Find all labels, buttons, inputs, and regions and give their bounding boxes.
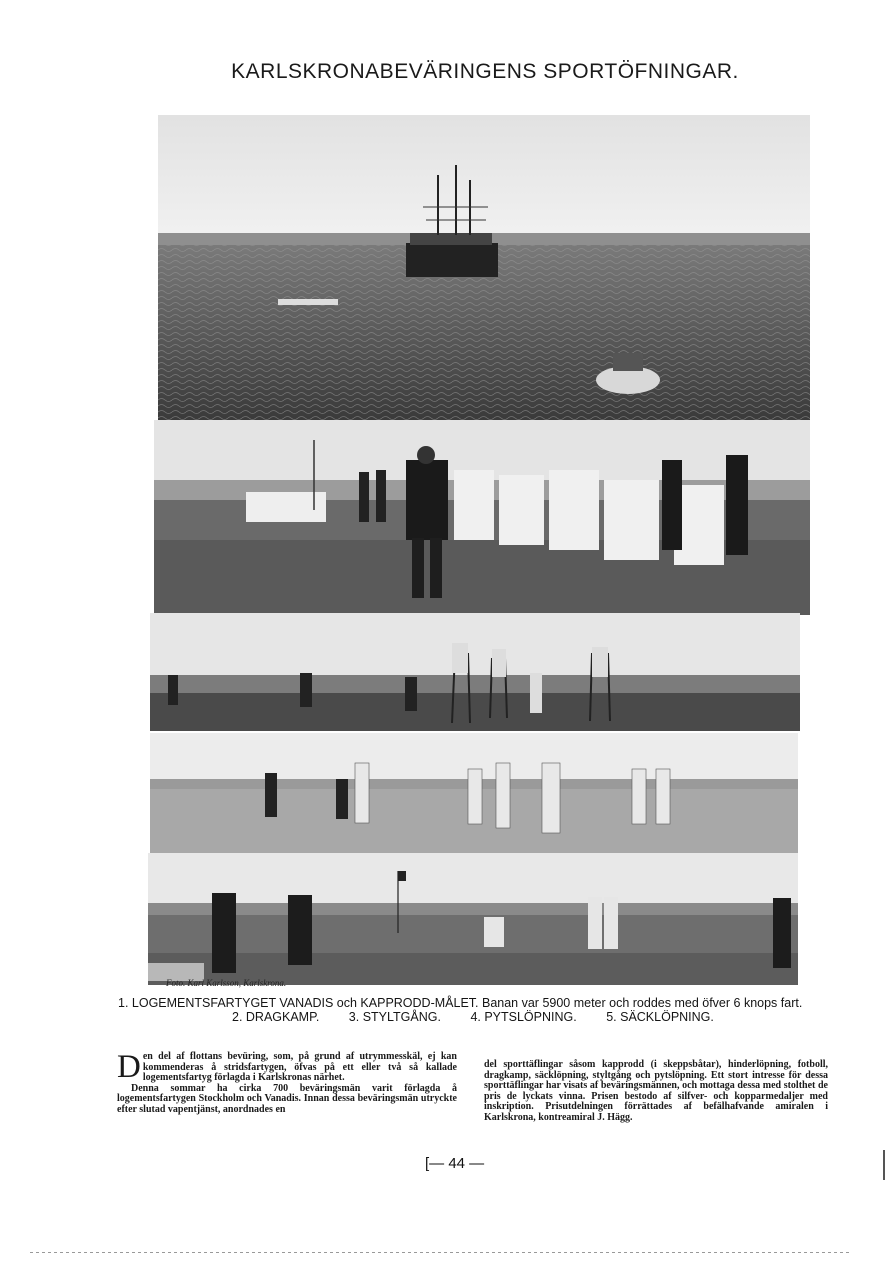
page-number: [— 44 — bbox=[425, 1155, 485, 1172]
body-text-right-column bbox=[484, 1060, 828, 1123]
photo-pytslopning bbox=[150, 733, 798, 853]
caption-item-2: 2. DRAGKAMP. bbox=[232, 1010, 320, 1024]
caption-item-3: 3. STYLTGÅNG. bbox=[348, 1010, 441, 1024]
body-paragraph-2: Denna sommar ha cirka 700 beväringsmän varit förlagda å logementsfartygen Stockholm och Vanadis. Innan dessa beväringsmän utryckte efter slutad vapentjänst, anordnades en bbox=[117, 1082, 457, 1115]
caption-item-4: 4. PYTSLÖPNING. bbox=[470, 1010, 577, 1024]
photo-vanadis-regatta bbox=[158, 115, 810, 420]
page-title: KARLSKRONABEVÄRINGENS SPORTÖFNINGAR. bbox=[231, 60, 739, 83]
photo-credit: Foto. Karl Karlsson, Karlskrona. bbox=[166, 978, 287, 988]
margin-mark bbox=[883, 1150, 885, 1180]
caption-line-1: 1. LOGEMENTSFARTYGET VANADIS och KAPPRODD-MÅLET. Banan var 5900 meter och roddes med öfver 6 knops fart. bbox=[118, 996, 803, 1010]
bottom-rule bbox=[30, 1252, 850, 1253]
photo-collage bbox=[148, 115, 810, 985]
body-paragraph-3: del sporttäflingar såsom kapprodd (i skeppsbåtar), hinderlöpning, fotboll, dragkamp, säcklöpning, styltgång och pytslöpning. Ett stort intresse för dessa sporttäflingar har visats af beväringsmännen, och mottaga dessa med stolthet de pris de lyckats vinna. Prisen bestodo af silfver- och kopparmedaljer med inskription. Prisutdelningen förrättades af befälhafvande amiralen i Karlskrona, kontreamiral J. Hägg. bbox=[484, 1059, 828, 1123]
caption-line-2 bbox=[232, 1010, 732, 1024]
caption-item-5: 5. SÄCKLÖPNING. bbox=[606, 1010, 714, 1024]
photo-sacklopning bbox=[148, 853, 798, 985]
photo-dragkamp bbox=[154, 420, 810, 615]
drop-cap: D bbox=[117, 1049, 141, 1085]
body-text-left-column bbox=[117, 1049, 457, 1115]
photo-styltgang bbox=[150, 613, 800, 731]
body-paragraph-1: en del af flottans bevüring, som, på grund af utrymmesskäl, ej kan kommenderas å stridsfartygen, öfvas på ett eller två så kallade logementsfartyg förlagda i Karlskronas närhet. bbox=[142, 1051, 457, 1083]
